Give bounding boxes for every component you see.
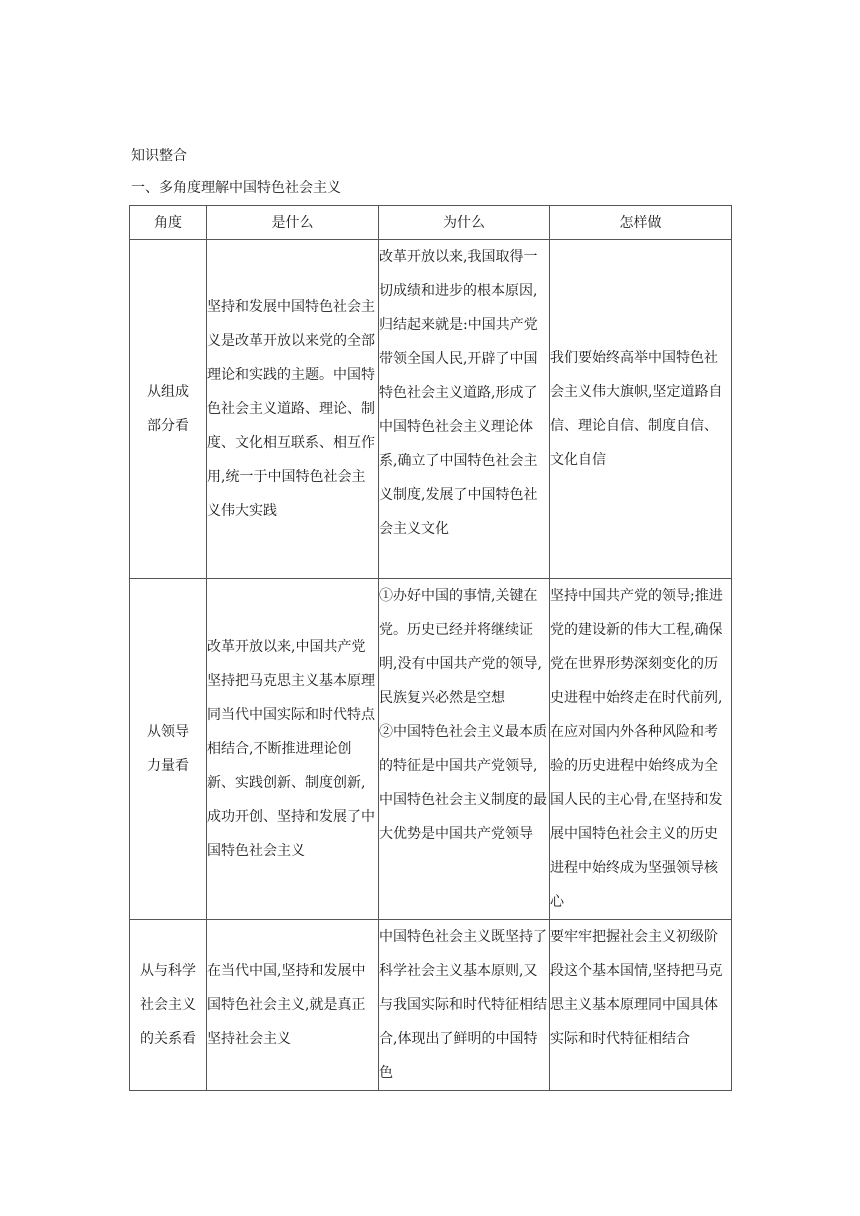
how-cell: 我们要始终高举中国特色社会主义伟大旗帜,坚定道路自信、理论自信、制度自信、文化自信 [550, 240, 732, 579]
why-cell: 中国特色社会主义既坚持了科学社会主义基本原则,又与我国实际和时代特征相结合,体现出了鲜明的中国特色 [379, 920, 550, 1091]
angle-cell: 从与科学 社会主义 的关系看 [130, 920, 207, 1091]
section-title: 一、多角度理解中国特色社会主义 [131, 180, 341, 196]
header-how: 怎样做 [550, 206, 732, 240]
what-cell: 改革开放以来,中国共产党坚持把马克思主义基本原理同当代中国实际和时代特点相结合,不断推进理论创新、实践创新、制度创新,成功开创、坚持和发展了中国特色社会主义 [207, 579, 379, 920]
header-what: 是什么 [207, 206, 379, 240]
what-cell: 在当代中国,坚持和发展中国特色社会主义,就是真正坚持社会主义 [207, 920, 379, 1091]
knowledge-table [129, 205, 732, 1091]
angle-cell: 从领导 力量看 [130, 579, 207, 920]
why-cell: 改革开放以来,我国取得一切成绩和进步的根本原因,归结起来就是:中国共产党带领全国人民,开辟了中国特色社会主义道路,形成了中国特色社会主义理论体系,确立了中国特色社会主义制度,发展了中国特色社会主义文化 [379, 240, 550, 579]
table-row [130, 579, 732, 920]
table-row [130, 920, 732, 1091]
header-angle: 角度 [130, 206, 207, 240]
how-cell: 要牢牢把握社会主义初级阶段这个基本国情,坚持把马克思主义基本原理同中国具体实际和时代特征相结合 [550, 920, 732, 1091]
why-cell: ①办好中国的事情,关键在党。历史已经并将继续证明,没有中国共产党的领导,民族复兴必然是空想 ②中国特色社会主义最本质的特征是中国共产党领导,中国特色社会主义制度的最大优势是中国共产党领导 [379, 579, 550, 920]
header-why: 为什么 [379, 206, 550, 240]
how-cell: 坚持中国共产党的领导;推进党的建设新的伟大工程,确保党在世界形势深刻变化的历史进程中始终走在时代前列,在应对国内外各种风险和考验的历史进程中始终成为全国人民的主心骨,在坚持和发展中国特色社会主义的历史进程中始终成为坚强领导核心 [550, 579, 732, 920]
angle-cell: 从组成 部分看 [130, 240, 207, 579]
header-row [130, 206, 732, 240]
what-cell: 坚持和发展中国特色社会主义是改革开放以来党的全部理论和实践的主题。中国特色社会主义道路、理论、制度、文化相互联系、相互作用,统一于中国特色社会主义伟大实践 [207, 240, 379, 579]
table-row [130, 240, 732, 579]
page-heading: 知识整合 [131, 148, 187, 164]
